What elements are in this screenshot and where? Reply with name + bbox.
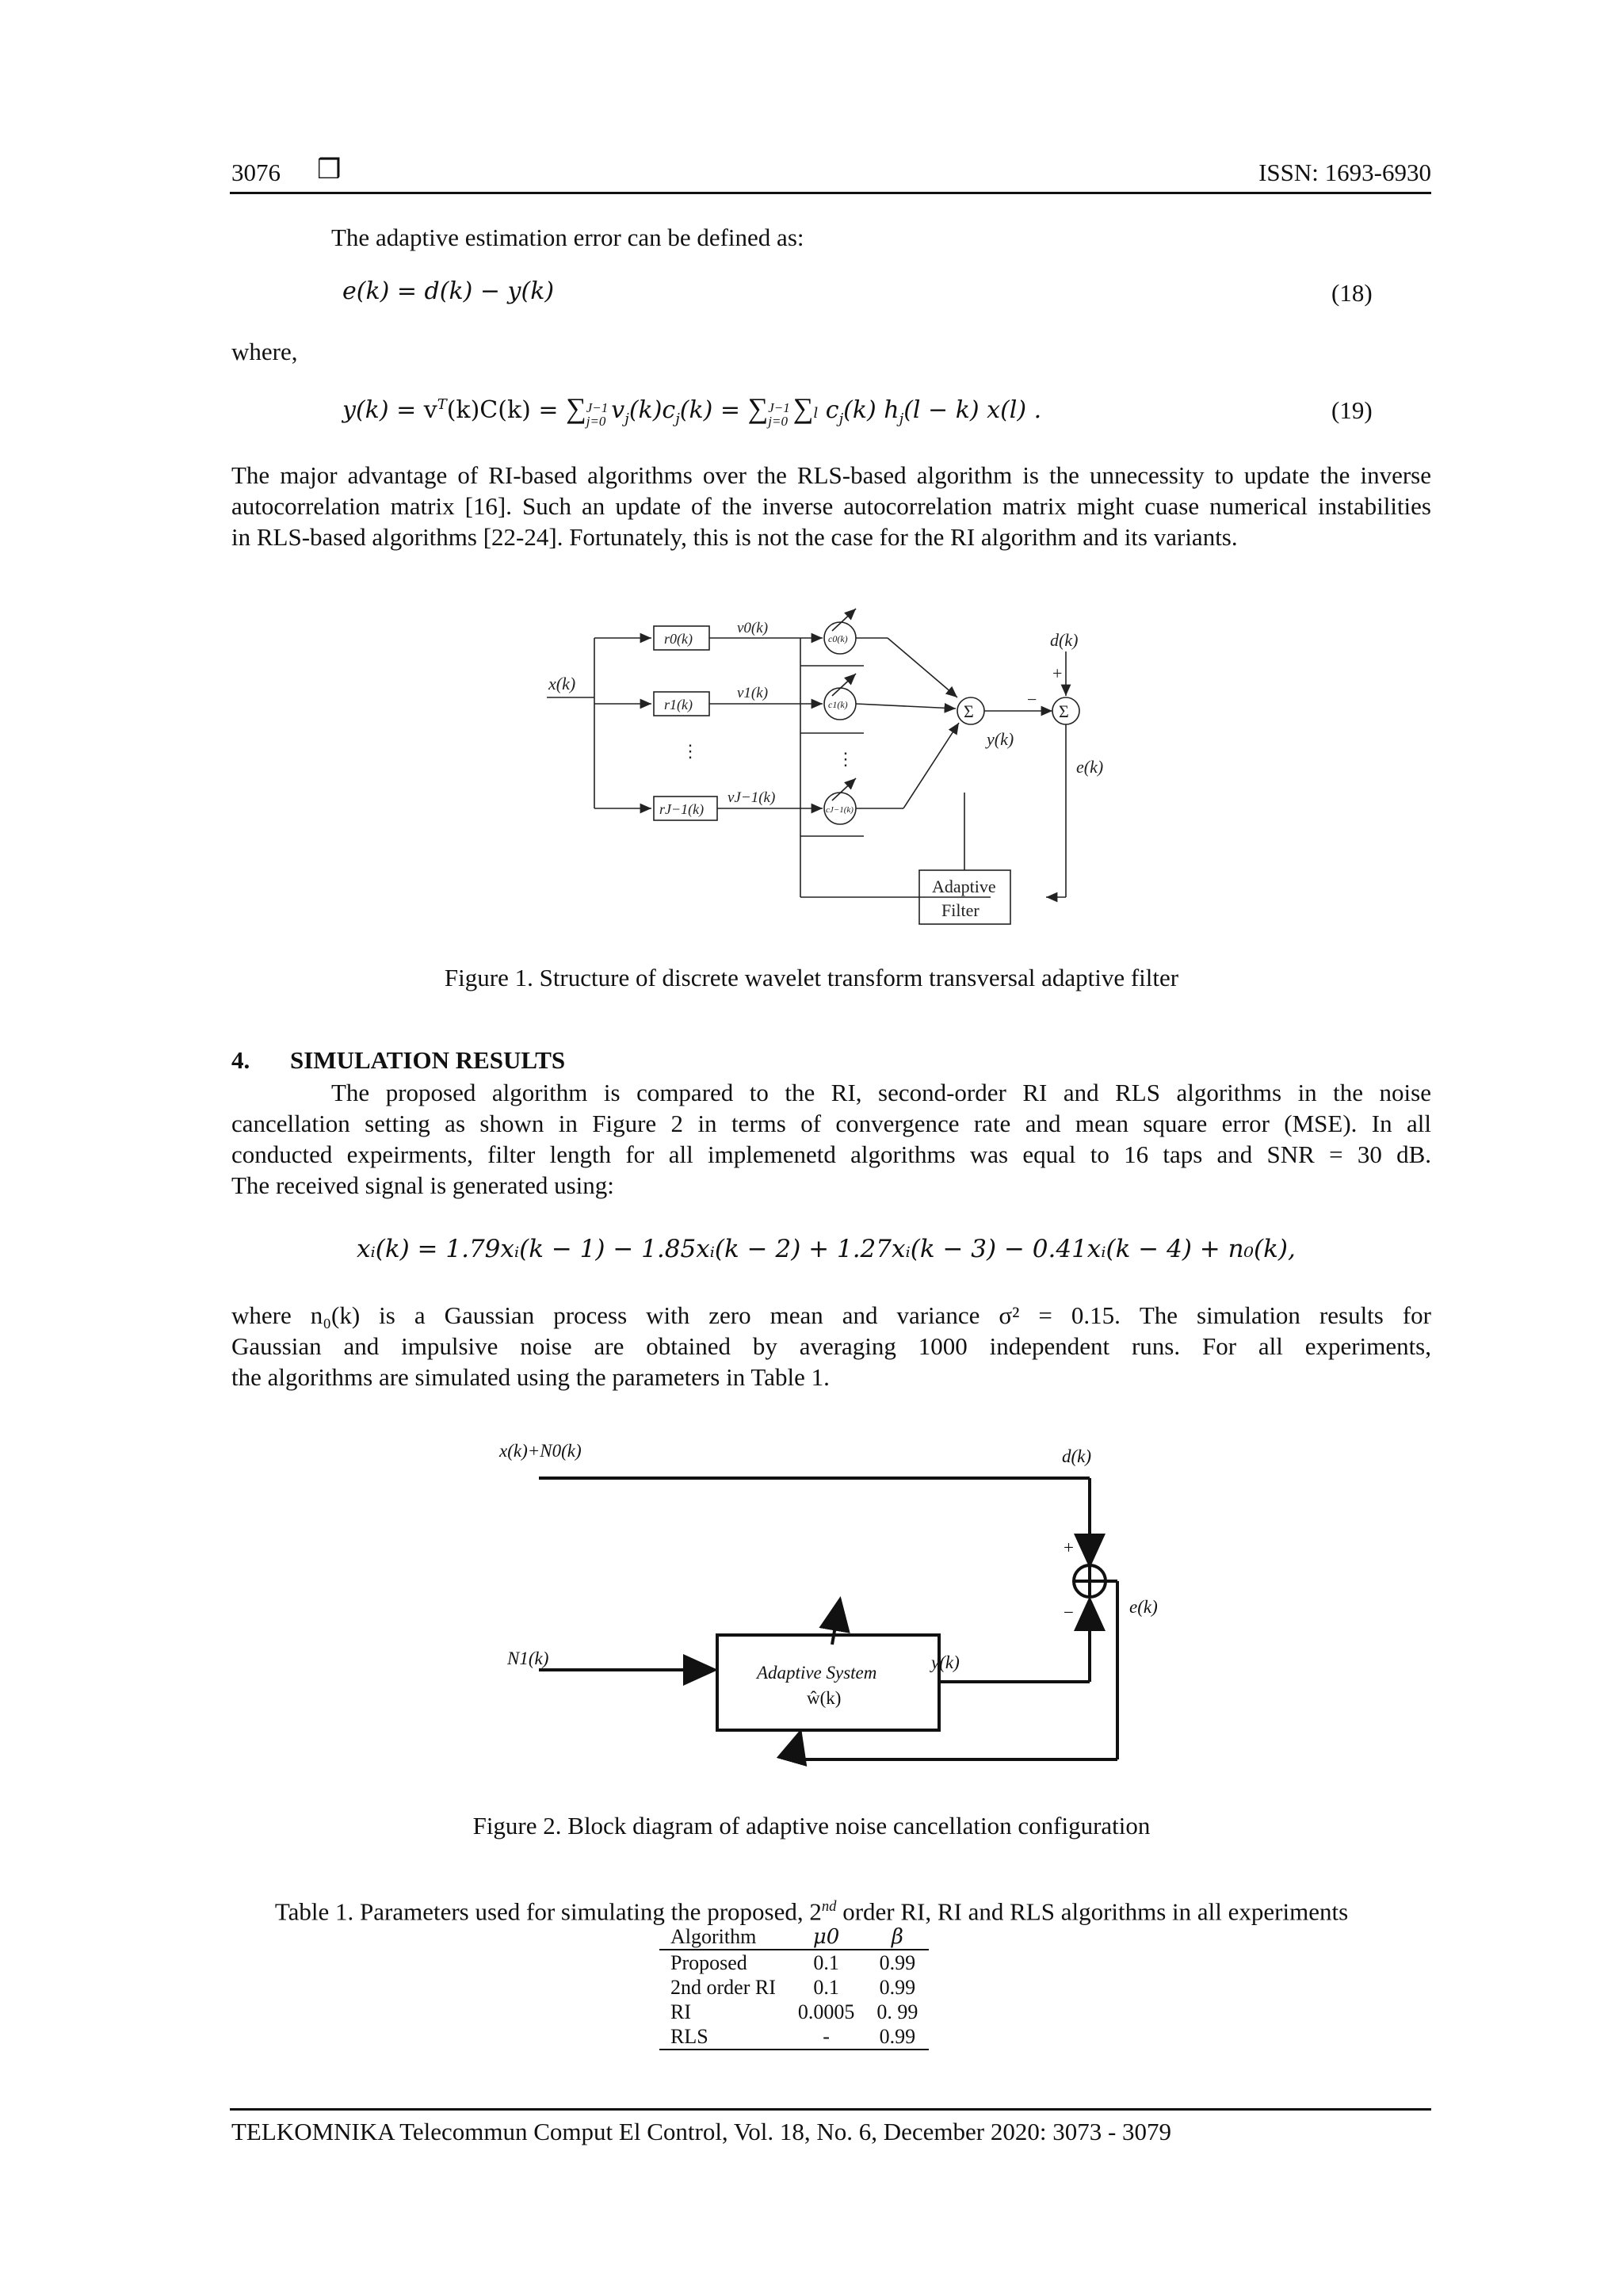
- equation-19: $y(k) = v^T(k)C(k) = \sum J-1$ j=0 $v_j(k)c_j(k) = \sum J-1$ j=0 ∑l $c_j(k) h_j(l - k)$ x(l) .: [342, 392, 1042, 430]
- fig2-system-line1: Adaptive System: [757, 1663, 877, 1683]
- paragraph-2-line-2: cancellation setting as shown in Figure 2 in terms of convergence rate and mean square error (MSE). In all: [231, 1110, 1431, 1137]
- fig1-e-label: e(k): [1076, 757, 1104, 777]
- signal-equation: xᵢ(k) = 1.79xᵢ(k − 1) − 1.85xᵢ(k − 2) + 1.27xᵢ(k − 3) − 0.41xᵢ(k − 4) + n₀(k),: [357, 1235, 1296, 1263]
- fig2-e-label: e(k): [1129, 1597, 1158, 1617]
- table-row: RLS - 0.99: [659, 2024, 929, 2050]
- paragraph-1-line-1: The major advantage of RI-based algorithms over the RLS-based algorithm is the unnecessity to update the inverse: [231, 461, 1431, 489]
- fig1-r1-label: r1(k): [664, 697, 693, 712]
- page-number: 3076: [231, 159, 281, 186]
- fig1-d-label: d(k): [1050, 630, 1079, 650]
- equation-19-number: (19): [1331, 396, 1373, 424]
- fig1-c0-label: c0(k): [828, 633, 848, 644]
- fig1-sum-1: Σ: [964, 701, 974, 721]
- figure-2-diagram: [491, 1435, 1189, 1783]
- fig2-d-label: d(k): [1062, 1446, 1092, 1466]
- fig1-cj-label: cJ−1(k): [826, 805, 854, 815]
- fig1-c1-label: c1(k): [828, 699, 848, 710]
- table-1: [659, 1924, 929, 2050]
- fig1-v0-label: v0(k): [737, 620, 769, 636]
- fig1-input-label: x(k): [548, 674, 576, 693]
- fig1-v1-label: v1(k): [737, 685, 769, 701]
- fig2-plus: +: [1064, 1538, 1074, 1557]
- table-header-mu: μ0: [812, 1924, 840, 1949]
- paragraph-1-line-2: autocorrelation matrix [16]. Such an update of the inverse autocorrelation matrix might cuase numerical instabilities: [231, 492, 1431, 520]
- fig1-adaptive-line2: Filter: [941, 900, 980, 920]
- fig1-adaptive-line1: Adaptive: [932, 877, 996, 896]
- paragraph-2-line-3: conducted expeirments, filter length for all implemenetd algorithms was equal to 16 taps and SNR = 30 dB.: [231, 1140, 1431, 1168]
- paragraph-2-line-4: The received signal is generated using:: [231, 1171, 614, 1199]
- fig2-system-line2: ŵ(k): [807, 1688, 842, 1708]
- table-1-caption: Table 1. Parameters used for simulating the proposed, 2nd order RI, RI and RLS algorithms in all experiments: [274, 1897, 1349, 1926]
- table-row: 2nd order RI 0.1 0.99: [670, 1975, 916, 1999]
- figure-1-diagram: [539, 602, 1104, 943]
- paragraph-3-line-1: where n₀(k) is a Gaussian process with zero mean and variance σ² = 0.15. The simulation results for: [231, 1301, 1431, 1329]
- paragraph-3-line-2: Gaussian and impulsive noise are obtained by averaging 1000 independent runs. For all experiments,: [231, 1332, 1431, 1360]
- table-row: Proposed 0.1 0.99: [670, 1950, 916, 1974]
- table-header-beta: β: [891, 1924, 903, 1949]
- svg-text:⋮: ⋮: [837, 749, 854, 769]
- equation-18-number: (18): [1331, 279, 1373, 307]
- intro-line: The adaptive estimation error can be defined as:: [331, 223, 804, 251]
- fig2-minus: −: [1064, 1603, 1074, 1622]
- section-title: SIMULATION RESULTS: [290, 1046, 566, 1074]
- fig1-minus: −: [1027, 690, 1037, 709]
- footer-text: TELKOMNIKA Telecommun Comput El Control, Vol. 18, No. 6, December 2020: 3073 - 3079: [231, 2118, 1172, 2145]
- paragraph-2-line-1: The proposed algorithm is compared to the RI, second-order RI and RLS algorithms in the noise: [331, 1079, 1431, 1106]
- fig1-plus: +: [1052, 663, 1063, 683]
- where-label: where,: [231, 338, 298, 365]
- section-number: 4.: [231, 1046, 250, 1074]
- fig1-y-label: y(k): [987, 729, 1014, 749]
- paragraph-1-line-3: in RLS-based algorithms [22-24]. Fortunately, this is not the case for the RI algorithm and its variants.: [231, 523, 1238, 551]
- fig2-input-top-label: x(k)+N0(k): [499, 1441, 582, 1461]
- header-issn: ISSN: 1693-6930: [1258, 159, 1431, 186]
- svg-text:⋮: ⋮: [682, 741, 699, 761]
- figure-2-caption: Figure 2. Block diagram of adaptive noise cancellation configuration: [472, 1812, 1151, 1839]
- figure-1-caption: Figure 1. Structure of discrete wavelet transform transversal adaptive filter: [444, 964, 1179, 991]
- table-header-algorithm: Algorithm: [670, 1924, 757, 1948]
- footer-rule: [230, 2108, 1431, 2111]
- header-box-icon: ❒: [317, 154, 342, 185]
- fig1-sum-2: Σ: [1059, 701, 1069, 721]
- fig1-rj-label: rJ−1(k): [659, 801, 705, 817]
- paragraph-3-line-3: the algorithms are simulated using the parameters in Table 1.: [231, 1363, 830, 1391]
- fig2-n1-label: N1(k): [507, 1648, 549, 1668]
- fig2-y-label: y(k): [931, 1652, 960, 1672]
- equation-18: e(k) = d(k) − y(k): [342, 277, 555, 305]
- fig1-vj-label: vJ−1(k): [727, 789, 776, 806]
- header-rule: [230, 192, 1431, 194]
- fig1-r0-label: r0(k): [664, 631, 693, 647]
- table-row: RI 0.0005 0. 99: [670, 2000, 918, 2023]
